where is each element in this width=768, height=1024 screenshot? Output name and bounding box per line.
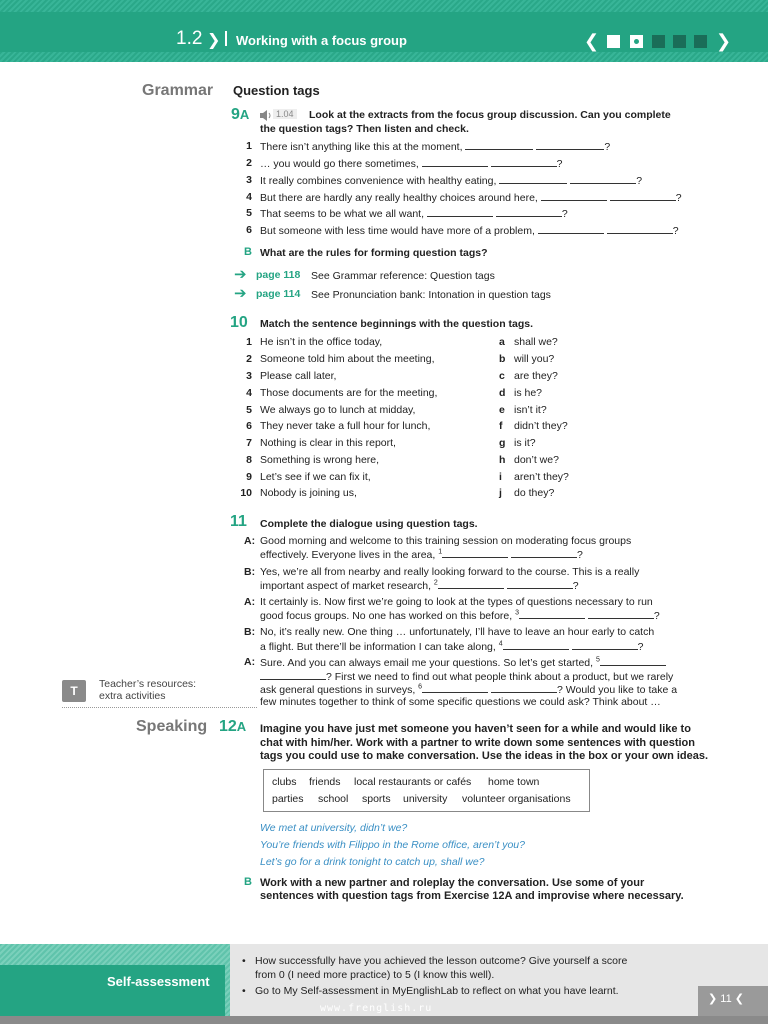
- item-number: 10: [240, 487, 252, 499]
- option-letter: j: [499, 487, 502, 499]
- answer-blank[interactable]: [572, 640, 638, 650]
- dialogue-line: important aspect of market research, $^2$ ?: [260, 579, 579, 592]
- dialogue-line: ask general questions in surveys, $^6$ ? Would you like to take a: [260, 683, 678, 696]
- idea-word: school: [318, 793, 349, 805]
- item-number: 3: [246, 174, 252, 186]
- lesson-header: [0, 0, 768, 64]
- dialogue-line: ? First we need to find out what people think about a product, but we rarely: [260, 670, 673, 683]
- footer-bottom-bar: [0, 1016, 768, 1024]
- answer-blank[interactable]: [536, 140, 604, 150]
- dialogue-line: Sure. And you can always email me your questions. So let’s get started, $^5$: [260, 656, 666, 669]
- lesson-nav-square[interactable]: [607, 35, 620, 48]
- reference-text: See Pronunciation bank: Intonation in question tags: [311, 289, 551, 301]
- answer-blank[interactable]: [570, 174, 636, 184]
- item-number: 5: [246, 404, 252, 416]
- item-number: 1: [246, 336, 252, 348]
- idea-word: local restaurants or cafés: [354, 776, 472, 788]
- ideas-box: [263, 769, 590, 812]
- arrow-right-icon: ➔: [234, 266, 247, 283]
- lesson-title: Working with a focus group: [236, 33, 407, 48]
- speaker-label: A:: [244, 656, 256, 668]
- reference-page-link[interactable]: page 114: [256, 288, 301, 300]
- speaker-label: B:: [244, 626, 256, 638]
- item-number: 8: [246, 454, 252, 466]
- sentence-beginning: They never take a full hour for lunch,: [260, 420, 431, 432]
- exercise-9b-instruction: What are the rules for forming question tags?: [260, 247, 488, 259]
- exercise-12b-instruction: Work with a new partner and roleplay the conversation. Use some of your: [260, 877, 645, 889]
- bullet-dot: •: [242, 985, 246, 997]
- reference-text: See Grammar reference: Question tags: [311, 270, 495, 282]
- exercise-11-instruction: Complete the dialogue using question tags.: [260, 518, 478, 530]
- item-number: 4: [246, 387, 252, 399]
- answer-blank[interactable]: [442, 548, 508, 558]
- item-number: 6: [246, 420, 252, 432]
- lesson-nav-square-current[interactable]: [630, 35, 643, 48]
- idea-word: sports: [362, 793, 391, 805]
- question-tag-option: didn’t they?: [514, 420, 568, 432]
- idea-word: university: [403, 793, 448, 805]
- question-tag-option: will you?: [514, 353, 555, 365]
- item-number: 2: [246, 157, 252, 169]
- chevron-right-icon: ❯: [207, 32, 221, 49]
- question-tag-option: do they?: [514, 487, 555, 499]
- self-assessment-box: [0, 965, 225, 1016]
- sentence-beginning: Those documents are for the meeting,: [260, 387, 438, 399]
- question-tag-option: is it?: [514, 437, 536, 449]
- grammar-heading: Question tags: [233, 83, 320, 98]
- idea-word: clubs: [272, 776, 297, 788]
- exercise-12-instruction: tags you could use to make conversation. Use the ideas in the box or your own ideas.: [260, 750, 709, 762]
- option-letter: a: [499, 336, 505, 348]
- option-letter: b: [499, 353, 506, 365]
- answer-blank[interactable]: [260, 670, 326, 680]
- speaker-label: A:: [244, 596, 256, 608]
- exercise-number-9: 9A: [231, 106, 250, 123]
- example-sentence: Let’s go for a drink tonight to catch up, shall we?: [260, 856, 485, 868]
- speaker-label: B:: [244, 566, 256, 578]
- dialogue-line: Yes, we’re all from nearby and really looking forward to the course. This is a really: [260, 566, 640, 578]
- sentence-beginning: He isn’t in the office today,: [260, 336, 383, 348]
- lesson-nav-square[interactable]: [673, 35, 686, 48]
- lesson-nav-square[interactable]: [694, 35, 707, 48]
- example-sentence: You’re friends with Filippo in the Rome office, aren’t you?: [260, 839, 525, 851]
- question-tag-option: don’t we?: [514, 454, 559, 466]
- next-lesson-icon[interactable]: ❯: [716, 31, 732, 51]
- watermark-text: www.frenglish.ru: [320, 1003, 433, 1014]
- option-letter: f: [499, 420, 503, 432]
- option-letter: h: [499, 454, 506, 466]
- answer-blank[interactable]: [610, 191, 676, 201]
- audio-speaker-icon[interactable]: [260, 110, 272, 121]
- idea-word: home town: [488, 776, 540, 788]
- sentence-beginning: We always go to lunch at midday,: [260, 404, 416, 416]
- exercise-9-item: It really combines convenience with healthy eating, ?: [260, 175, 643, 187]
- sentence-beginning: Something is wrong here,: [260, 454, 380, 466]
- bullet-text: Go to My Self-assessment in MyEnglishLab to reflect on what you have learnt.: [255, 985, 619, 997]
- item-number: 5: [246, 207, 252, 219]
- answer-blank[interactable]: [503, 640, 569, 650]
- option-letter: g: [499, 437, 506, 449]
- option-letter: d: [499, 387, 506, 399]
- lesson-number: 1.2: [176, 28, 203, 49]
- speaker-label: A:: [244, 535, 256, 547]
- sentence-beginning: Let’s see if we can fix it,: [260, 471, 371, 483]
- idea-word: friends: [309, 776, 341, 788]
- answer-blank[interactable]: [607, 224, 673, 234]
- question-tag-option: are they?: [514, 370, 558, 382]
- exercise-part-letter: B: [244, 246, 252, 258]
- header-stripe: [0, 52, 768, 62]
- bullet-text: How successfully have you achieved the lesson outcome? Give yourself a score: [255, 955, 628, 967]
- lesson-nav-square[interactable]: [652, 35, 665, 48]
- item-number: 3: [246, 370, 252, 382]
- question-tag-option: is he?: [514, 387, 543, 399]
- previous-lesson-icon[interactable]: ❮: [584, 31, 600, 51]
- bullet-dot: •: [242, 955, 246, 967]
- teacher-resources-icon[interactable]: T: [62, 680, 86, 702]
- sentence-beginning: Someone told him about the meeting,: [260, 353, 435, 365]
- answer-blank[interactable]: [496, 207, 562, 217]
- exercise-number-12: 12A: [219, 718, 247, 735]
- dialogue-line: few minutes together to think of some specific questions we could ask? Think about …: [260, 696, 661, 708]
- question-tag-option: aren’t they?: [514, 471, 569, 483]
- exercise-10-instruction: Match the sentence beginnings with the question tags.: [260, 318, 534, 330]
- answer-blank[interactable]: [538, 224, 604, 234]
- exercise-9-instruction: the question tags? Then listen and check.: [260, 123, 469, 135]
- idea-word: volunteer organisations: [462, 793, 571, 805]
- answer-blank[interactable]: [511, 548, 577, 558]
- dialogue-line: effectively. Everyone lives in the area, $^1$ ?: [260, 548, 583, 561]
- item-number: 4: [246, 191, 252, 203]
- title-divider: [225, 31, 227, 46]
- dialogue-line: a flight. But there’ll be information I can take along, $^4$ ?: [260, 640, 644, 653]
- answer-blank[interactable]: [491, 157, 557, 167]
- arrow-right-icon: ➔: [234, 285, 247, 302]
- answer-blank[interactable]: [491, 683, 557, 693]
- reference-page-link[interactable]: page 118: [256, 269, 301, 281]
- bullet-text: from 0 (I need more practice) to 5 (I know this well).: [255, 969, 495, 981]
- exercise-number-11: 11: [230, 513, 247, 530]
- section-label-grammar: Grammar: [142, 82, 214, 99]
- dialogue-line: Good morning and welcome to this training session on moderating focus groups: [260, 535, 632, 547]
- audio-track-number[interactable]: 1.04: [273, 109, 297, 119]
- teacher-resources-label[interactable]: extra activities: [99, 690, 166, 702]
- answer-blank[interactable]: [422, 683, 488, 693]
- self-assessment-title: Self-assessment: [107, 974, 210, 989]
- answer-blank[interactable]: [600, 656, 666, 666]
- answer-blank[interactable]: [588, 609, 654, 619]
- example-sentence: We met at university, didn’t we?: [260, 822, 408, 834]
- item-number: 2: [246, 353, 252, 365]
- answer-blank[interactable]: [541, 191, 607, 201]
- answer-blank[interactable]: [519, 609, 585, 619]
- exercise-9-instruction: Look at the extracts from the focus group discussion. Can you complete: [309, 109, 671, 121]
- item-number: 6: [246, 224, 252, 236]
- dialogue-line: It certainly is. Now first we’re going to look at the types of questions necessary to run: [260, 596, 653, 608]
- sentence-beginning: Please call later,: [260, 370, 337, 382]
- header-stripe: [0, 0, 768, 12]
- teacher-resources-label[interactable]: Teacher’s resources:: [99, 678, 197, 690]
- item-number: 9: [246, 471, 252, 483]
- section-label-speaking: Speaking: [136, 718, 208, 735]
- answer-blank[interactable]: [499, 174, 567, 184]
- answer-blank[interactable]: [507, 579, 573, 589]
- option-letter: c: [499, 370, 505, 382]
- exercise-12-instruction: chat with him/her. Work with a partner to write down some sentences with question: [260, 737, 695, 749]
- answer-blank[interactable]: [465, 140, 533, 150]
- option-letter: e: [499, 404, 505, 416]
- exercise-9-item: There isn’t anything like this at the moment, ?: [260, 141, 611, 153]
- sentence-beginning: Nothing is clear in this report,: [260, 437, 396, 449]
- item-number: 1: [246, 140, 252, 152]
- answer-blank[interactable]: [427, 207, 493, 217]
- exercise-12-instruction: Imagine you have just met someone you haven’t seen for a while and would like to: [260, 723, 691, 735]
- question-tag-option: shall we?: [514, 336, 558, 348]
- exercise-9-item: But someone with less time would have more of a problem, ?: [260, 225, 679, 237]
- exercise-9-item: … you would go there sometimes, ?: [260, 158, 563, 170]
- answer-blank[interactable]: [422, 157, 488, 167]
- exercise-part-letter: B: [244, 876, 252, 888]
- page-number: ❯ 11 ❮: [708, 993, 744, 1005]
- question-tag-option: isn’t it?: [514, 404, 547, 416]
- exercise-9-item: That seems to be what we all want, ?: [260, 208, 568, 220]
- idea-word: parties: [272, 793, 304, 805]
- divider: [62, 707, 257, 708]
- option-letter: i: [499, 471, 502, 483]
- dialogue-line: No, it’s really new. One thing … unfortunately, I’ll have to leave an hour early to catch: [260, 626, 655, 638]
- answer-blank[interactable]: [438, 579, 504, 589]
- exercise-9-item: But there are hardly any really healthy choices around here, ?: [260, 192, 682, 204]
- exercise-number-10: 10: [230, 314, 248, 331]
- sentence-beginning: Nobody is joining us,: [260, 487, 357, 499]
- item-number: 7: [246, 437, 252, 449]
- exercise-12b-instruction: sentences with question tags from Exercise 12A and improvise where necessary.: [260, 890, 684, 902]
- dialogue-line: good focus groups. No one has worked on this before, $^3$ ?: [260, 609, 660, 622]
